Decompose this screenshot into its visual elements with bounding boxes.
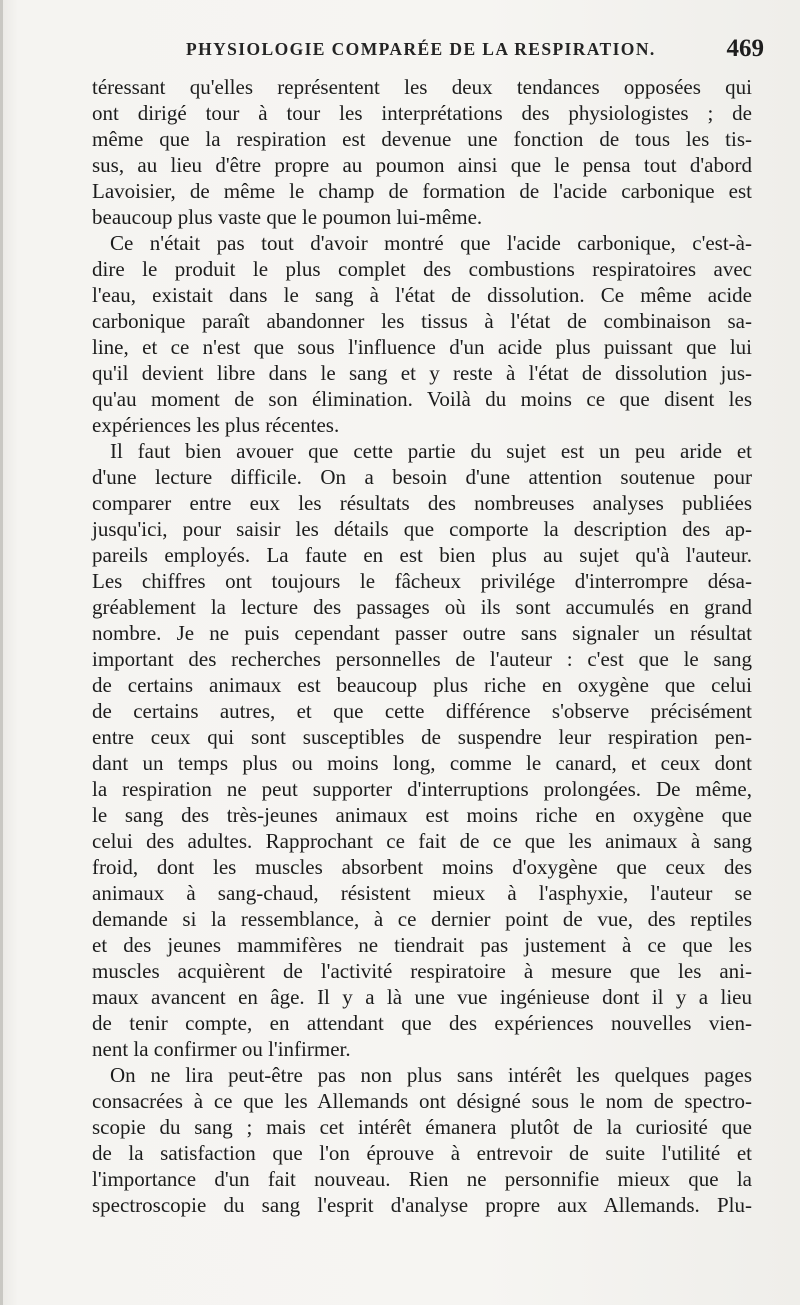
text-line: maux avancent en âge. Il y a là une vue ingénieuse dont il y a lieu — [92, 985, 752, 1009]
page-header — [90, 35, 780, 65]
text-line: line, et ce n'est que sous l'influence d'un acide plus puissant que lui — [92, 335, 752, 359]
text-line: demande si la ressemblance, à ce dernier point de vue, des reptiles — [92, 907, 752, 931]
text-line: beaucoup plus vaste que le poumon lui-même. — [92, 205, 483, 229]
body-text — [92, 74, 752, 1218]
text-line: nombre. Je ne puis cependant passer outre sans signaler un résultat — [92, 621, 752, 645]
text-line: qu'au moment de son élimination. Voilà du moins ce que disent les — [92, 387, 752, 411]
text-line: Il faut bien avouer que cette partie du sujet est un peu aride et — [110, 439, 752, 463]
text-line: dant un temps plus ou moins long, comme le canard, et ceux dont — [92, 751, 752, 775]
text-line: gréablement la lecture des passages où ils sont accumulés en grand — [92, 595, 752, 619]
text-line: et des jeunes mammifères ne tiendrait pas justement à ce que les — [92, 933, 752, 957]
text-line: de la satisfaction que l'on éprouve à entrevoir de suite l'utilité et — [92, 1141, 752, 1165]
text-line: le sang des très-jeunes animaux est moins riche en oxygène que — [92, 803, 752, 827]
text-line: froid, dont les muscles absorbent moins d'oxygène que ceux des — [92, 855, 752, 879]
text-line: même que la respiration est devenue une fonction de tous les tis- — [92, 127, 752, 151]
text-line: de tenir compte, en attendant que des expériences nouvelles vien- — [92, 1011, 752, 1035]
text-line: Ce n'était pas tout d'avoir montré que l'acide carbonique, c'est-à- — [110, 231, 752, 255]
text-line: Lavoisier, de même le champ de formation de l'acide carbonique est — [92, 179, 752, 203]
text-line: muscles acquièrent de l'activité respiratoire à mesure que les ani- — [92, 959, 752, 983]
running-title: PHYSIOLOGIE COMPARÉE DE LA RESPIRATION. — [186, 39, 656, 59]
text-line: animaux à sang-chaud, résistent mieux à l'asphyxie, l'auteur se — [92, 881, 752, 905]
text-line: entre ceux qui sont susceptibles de suspendre leur respiration pen- — [92, 725, 752, 749]
text-line: nent la confirmer ou l'infirmer. — [92, 1037, 351, 1061]
text-line: On ne lira peut-être pas non plus sans intérêt les quelques pages — [110, 1063, 752, 1087]
text-line: de certains animaux est beaucoup plus riche en oxygène que celui — [92, 673, 752, 697]
text-line: ont dirigé tour à tour les interprétations des physiologistes ; de — [92, 101, 752, 125]
page-number: 469 — [726, 35, 764, 62]
page-binding-edge — [0, 0, 3, 1305]
text-line: de certains autres, et que cette différence s'observe précisément — [92, 699, 752, 723]
text-line: carbonique paraît abandonner les tissus à l'état de combinaison sa- — [92, 309, 752, 333]
text-line: consacrées à ce que les Allemands ont désigné sous le nom de spectro- — [92, 1089, 752, 1113]
text-line: sus, au lieu d'être propre au poumon ainsi que le pensa tout d'abord — [92, 153, 752, 177]
text-line: l'eau, existait dans le sang à l'état de dissolution. Ce même acide — [92, 283, 752, 307]
text-line: téressant qu'elles représentent les deux tendances opposées qui — [92, 75, 752, 99]
text-line: qu'il devient libre dans le sang et y reste à l'état de dissolution jus- — [92, 361, 752, 385]
text-line: spectroscopie du sang l'esprit d'analyse propre aux Allemands. Plu- — [92, 1193, 752, 1217]
text-line: la respiration ne peut supporter d'interruptions prolongées. De même, — [92, 777, 752, 801]
text-line: pareils employés. La faute en est bien plus au sujet qu'à l'auteur. — [92, 543, 752, 567]
text-line: d'une lecture difficile. On a besoin d'une attention soutenue pour — [92, 465, 752, 489]
text-line: Les chiffres ont toujours le fâcheux privilége d'interrompre désa- — [92, 569, 752, 593]
text-line: important des recherches personnelles de l'auteur : c'est que le sang — [92, 647, 752, 671]
text-line: comparer entre eux les résultats des nombreuses analyses publiées — [92, 491, 752, 515]
text-line: dire le produit le plus complet des combustions respiratoires avec — [92, 257, 752, 281]
text-line: expériences les plus récentes. — [92, 413, 340, 437]
text-line: scopie du sang ; mais cet intérêt émanera plutôt de la curiosité que — [92, 1115, 752, 1139]
text-line: celui des adultes. Rapprochant ce fait de ce que les animaux à sang — [92, 829, 752, 853]
text-line: l'importance d'un fait nouveau. Rien ne personnifie mieux que la — [92, 1167, 752, 1191]
text-line: jusqu'ici, pour saisir les détails que comporte la description des ap- — [92, 517, 752, 541]
